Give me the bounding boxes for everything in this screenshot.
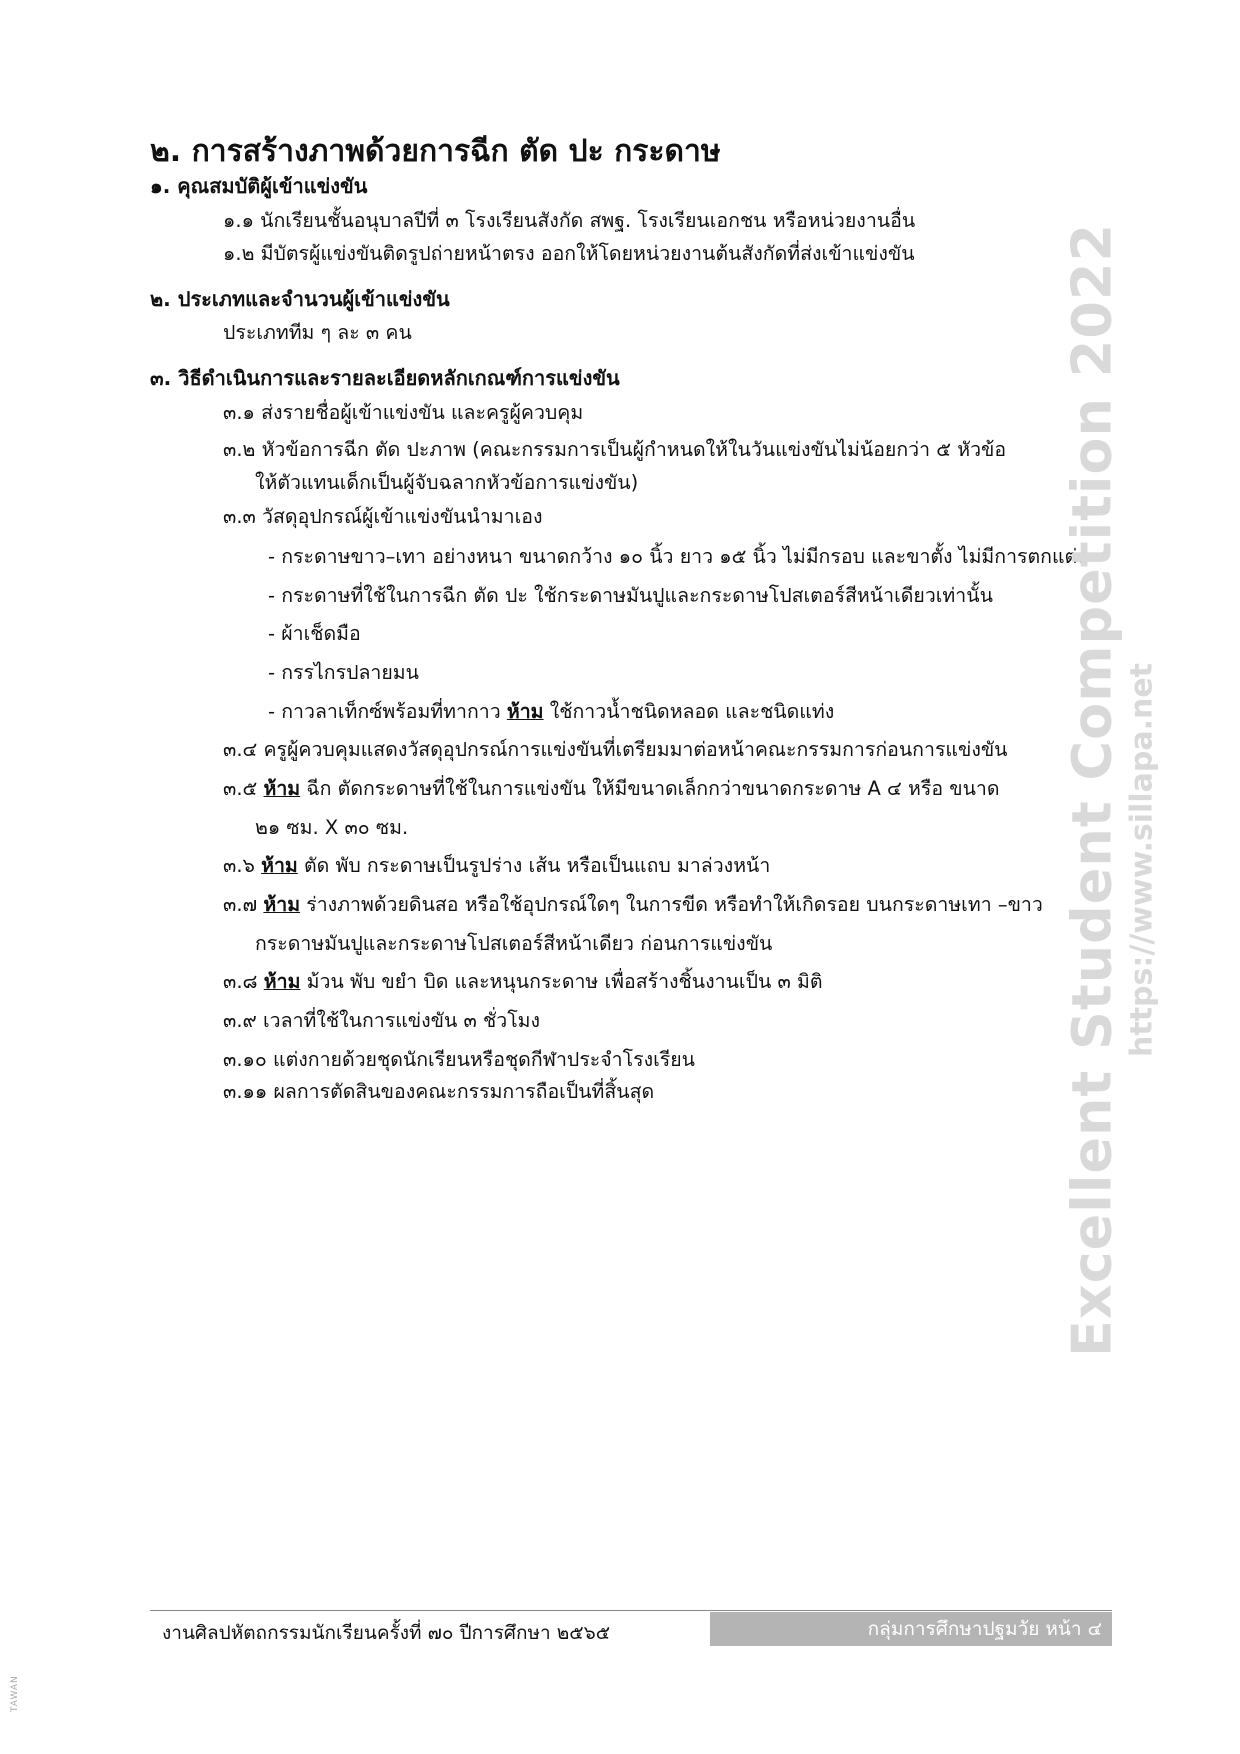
prohibit-label: ห้าม — [263, 777, 301, 800]
section-2-heading: ๒. ประเภทและจำนวนผู้เข้าแข่งขัน — [150, 287, 450, 311]
item-8-post: ม้วน พับ ขยำ บิด และหนุนกระดาษ เพื่อสร้างชิ้นงานเป็น ๓ มิติ — [300, 970, 823, 993]
watermark-competition: Excellent Student Competition 2022 — [1060, 222, 1124, 1358]
item-5-pre: ๓.๕ — [223, 777, 264, 800]
material-2: - กระดาษที่ใช้ในการฉีก ตัด ปะ ใช้กระดาษมันปูและกระดาษโปสเตอร์สีหน้าเดียวเท่านั้น — [268, 584, 993, 607]
section-3-item-4: ๓.๔ ครูผู้ควบคุมแสดงวัสดุอุปกรณ์การแข่งขันที่เตรียมมาต่อหน้าคณะกรรมการก่อนการแข่งขัน — [223, 738, 1008, 761]
page-title: ๒. การสร้างภาพด้วยการฉีก ตัด ปะ กระดาษ — [150, 134, 721, 169]
section-3-item-11: ๓.๑๑ ผลการตัดสินของคณะกรรมการถือเป็นที่สิ้นสุด — [223, 1080, 655, 1103]
margin-mark: TAWAN — [10, 1675, 20, 1712]
section-3-item-9: ๓.๙ เวลาที่ใช้ในการแข่งขัน ๓ ชั่วโมง — [223, 1009, 541, 1032]
section-1-item-2: ๑.๒ มีบัตรผู้แข่งขันติดรูปถ่ายหน้าตรง ออกให้โดยหน่วยงานต้นสังกัดที่ส่งเข้าแข่งขัน — [223, 242, 915, 265]
section-3-heading: ๓. วิธีดำเนินการและรายละเอียดหลักเกณฑ์การแข่งขัน — [150, 366, 620, 390]
prohibit-label: ห้าม — [263, 970, 301, 993]
section-1-item-1: ๑.๑ นักเรียนชั้นอนุบาลปีที่ ๓ โรงเรียนสังกัด สพฐ. โรงเรียนเอกชน หรือหน่วยงานอื่น — [223, 209, 916, 232]
prohibit-label: ห้าม — [261, 854, 298, 877]
section-3-item-6 — [223, 850, 770, 881]
item-7-post: ร่างภาพด้วยดินสอ หรือใช้อุปกรณ์ใดๆ ในการขีด หรือทำให้เกิดรอย บนกระดาษเทา –ขาว — [300, 893, 1043, 916]
watermark-url: https://www.sillapa.net — [1124, 662, 1160, 1058]
section-1-heading: ๑. คุณสมบัติผู้เข้าแข่งขัน — [150, 174, 368, 198]
section-3-item-5-cont: ๒๑ ซม. X ๓๐ ซม. — [255, 816, 409, 839]
item-6-pre: ๓.๖ — [223, 854, 262, 877]
item-6-post: ตัด พับ กระดาษเป็นรูปร่าง เส้น หรือเป็นแถบ มาล่วงหน้า — [297, 854, 771, 877]
material-3: - ผ้าเช็ดมือ — [268, 622, 361, 645]
section-3-item-7-cont: กระดาษมันปูและกระดาษโปสเตอร์สีหน้าเดียว ก่อนการแข่งขัน — [255, 932, 773, 955]
footer-event-title: งานศิลปหัตถกรรมนักเรียนครั้งที่ ๗๐ ปีการศึกษา ๒๕๖๕ — [162, 1622, 611, 1644]
section-3-item-7 — [223, 889, 1043, 920]
item-8-pre: ๓.๘ — [223, 970, 264, 993]
material-5 — [268, 696, 834, 727]
section-3-item-8 — [223, 966, 823, 997]
footer-divider — [150, 1610, 1112, 1611]
section-3-item-5 — [223, 773, 1000, 804]
section-3-item-2: ๓.๒ หัวข้อการฉีก ตัด ปะภาพ (คณะกรรมการเป็นผู้กำหนดให้ในวันแข่งขันไม่น้อยกว่า ๕ หัวข้อ — [223, 438, 1007, 461]
section-3-item-1: ๓.๑ ส่งรายชื่อผู้เข้าแข่งขัน และครูผู้ควบคุม — [223, 401, 584, 424]
material-4: - กรรไกรปลายมน — [268, 661, 419, 684]
section-3-item-10: ๓.๑๐ แต่งกายด้วยชุดนักเรียนหรือชุดกีฬาประจำโรงเรียน — [223, 1048, 695, 1071]
material-5-pre: - กาวลาเท็กซ์พร้อมที่ทากาว — [268, 700, 507, 723]
prohibit-label: ห้าม — [506, 700, 544, 723]
material-5-post: ใช้กาวน้ำชนิดหลอด และชนิดแท่ง — [543, 700, 835, 723]
section-2-text: ประเภททีม ๆ ละ ๓ คน — [223, 321, 412, 344]
material-1: - กระดาษขาว–เทา อย่างหนา ขนาดกว้าง ๑๐ นิ้ว ยาว ๑๕ นิ้ว ไม่มีกรอบ และขาตั้ง ไม่มีการตกแต่ง — [268, 545, 1087, 568]
section-3-item-2-cont: ให้ตัวแทนเด็กเป็นผู้จับฉลากหัวข้อการแข่งขัน) — [255, 471, 639, 494]
item-5-post: ฉีก ตัดกระดาษที่ใช้ในการแข่งขัน ให้มีขนาดเล็กกว่าขนาดกระดาษ A ๔ หรือ ขนาด — [300, 777, 1000, 800]
prohibit-label: ห้าม — [263, 893, 301, 916]
section-3-item-3: ๓.๓ วัสดุอุปกรณ์ผู้เข้าแข่งขันนำมาเอง — [223, 505, 543, 528]
footer-page-label: กลุ่มการศึกษาปฐมวัย หน้า ๔ — [710, 1612, 1112, 1646]
item-7-pre: ๓.๗ — [223, 893, 264, 916]
